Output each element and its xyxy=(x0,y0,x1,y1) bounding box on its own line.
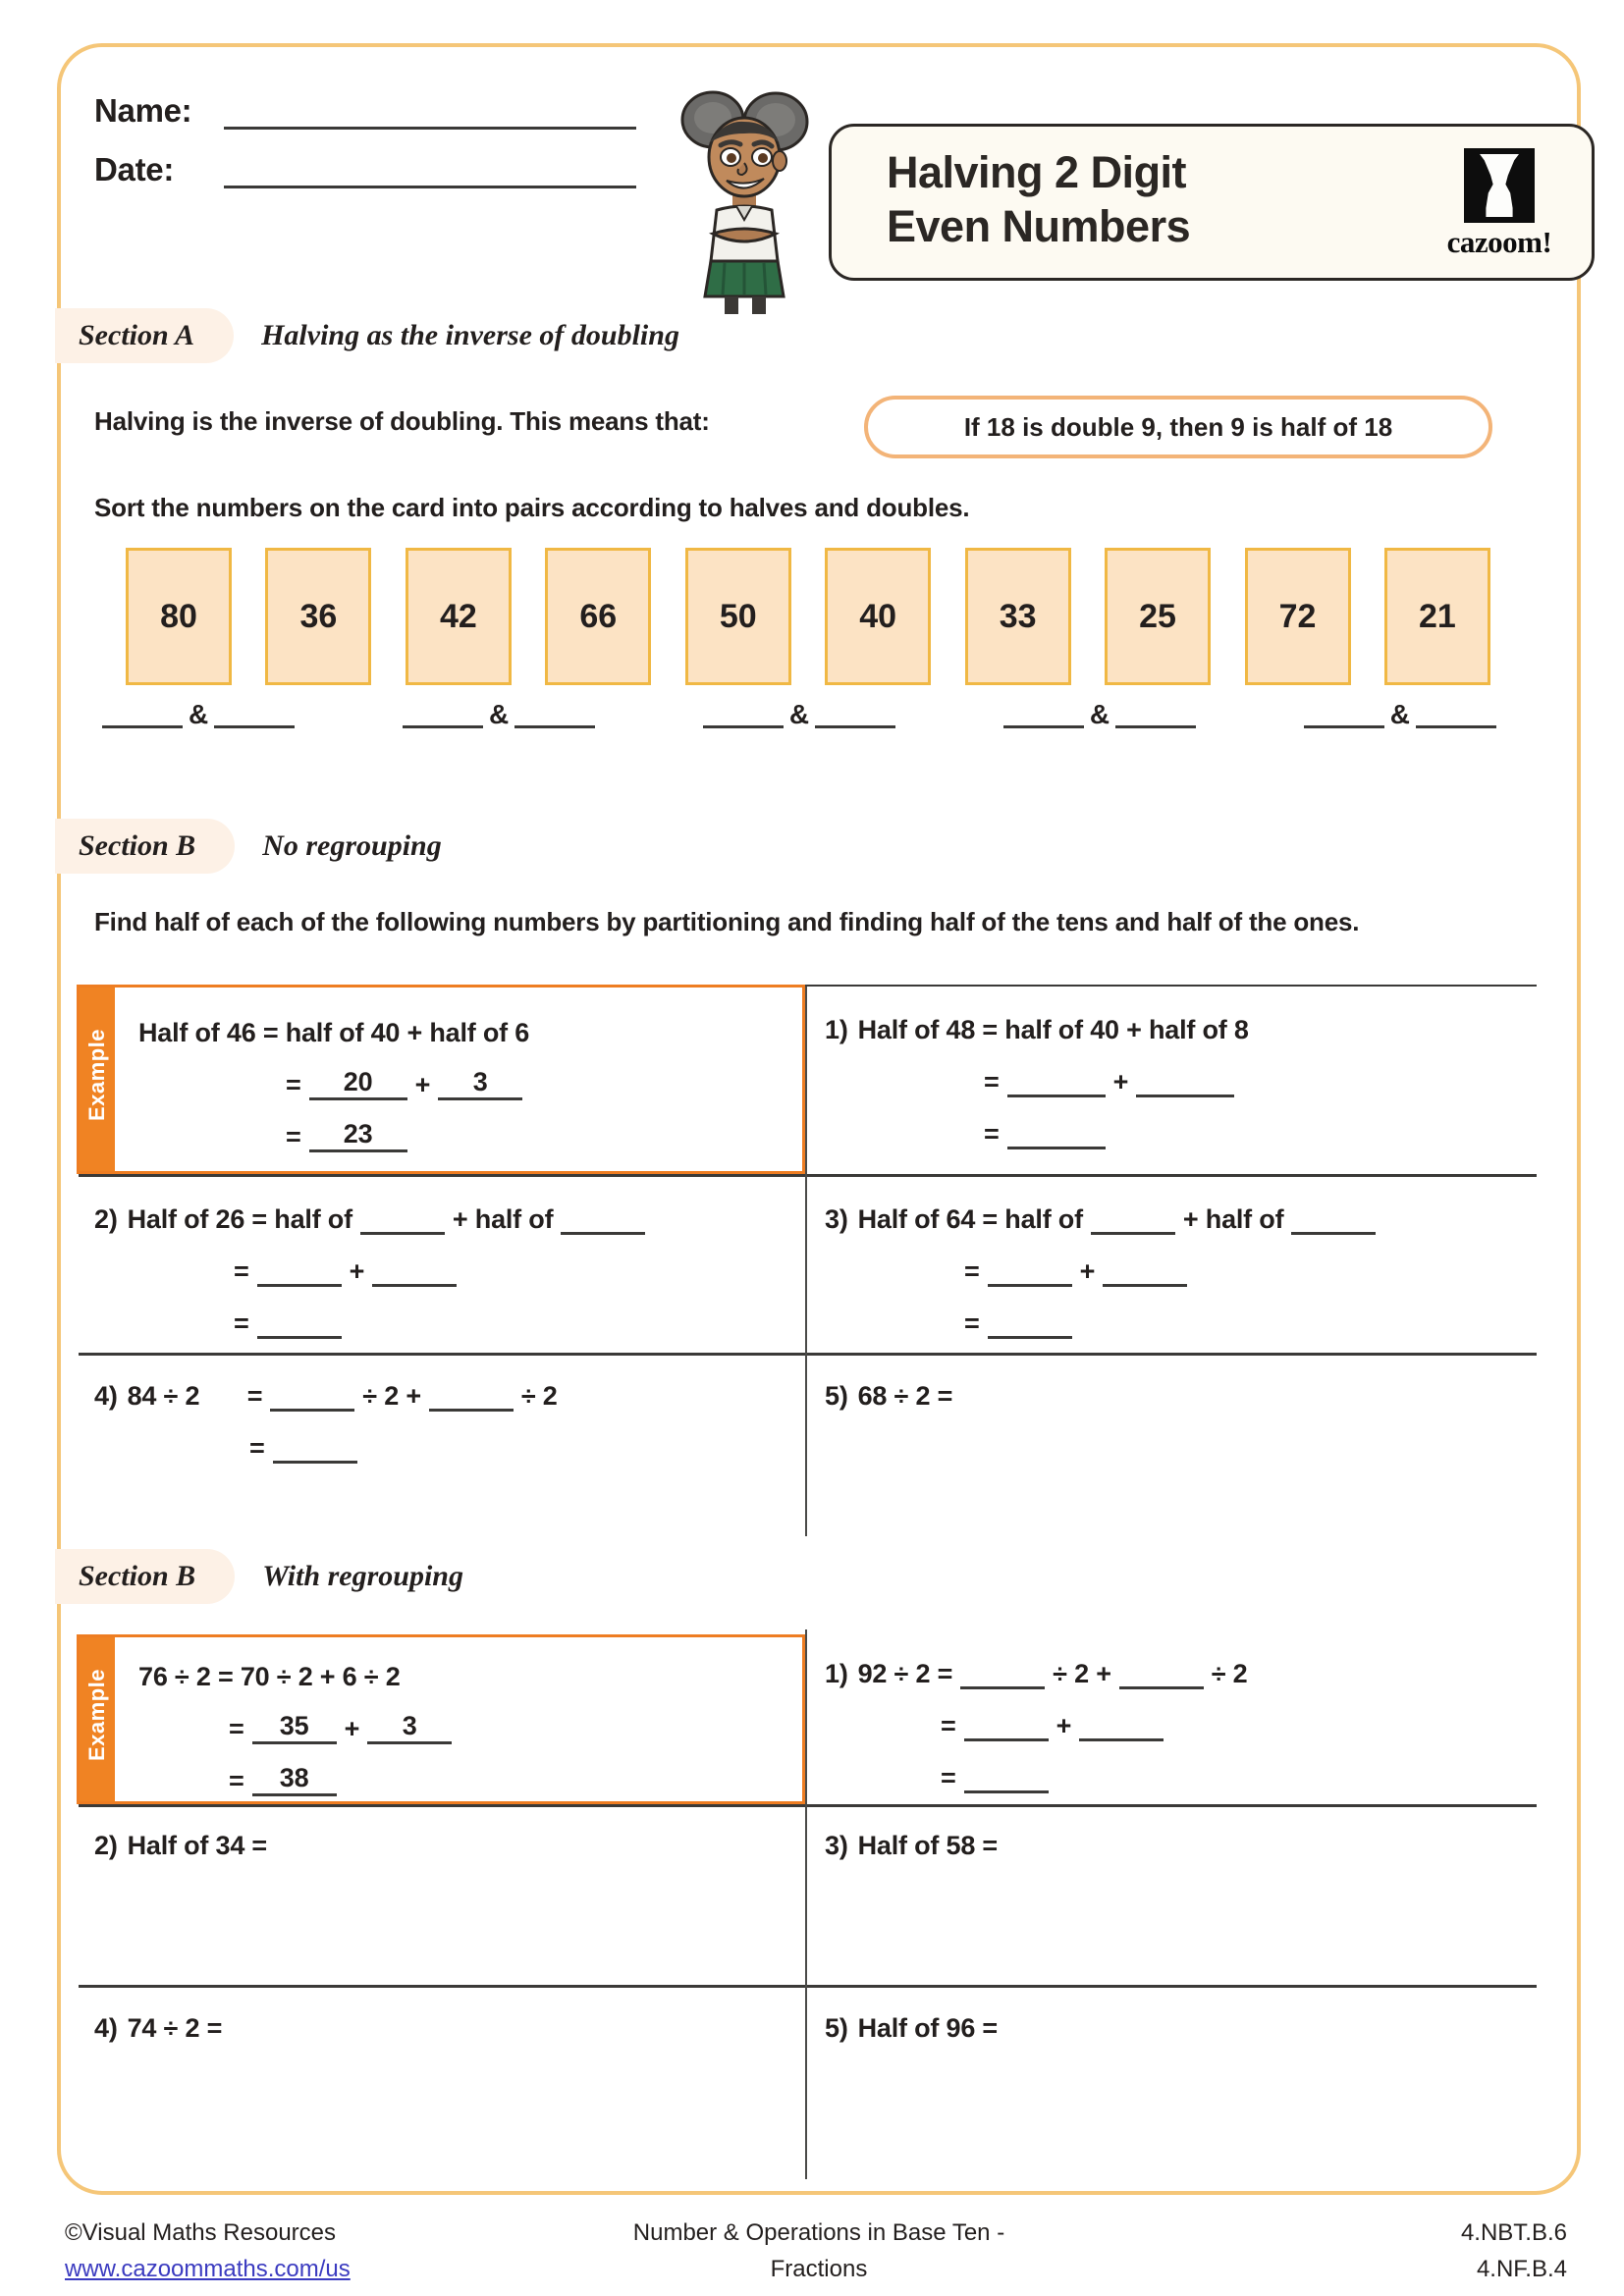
pair-separator: & xyxy=(488,699,510,730)
example-box-no-regrouping xyxy=(77,985,805,1174)
pair-answer-group xyxy=(1304,699,1496,728)
name-input-line[interactable] xyxy=(224,92,636,130)
question-b1-5 xyxy=(825,1372,952,1424)
plus-sign: + xyxy=(1112,1067,1129,1096)
number-card[interactable]: 40 xyxy=(825,548,931,685)
answer-blank[interactable] xyxy=(257,1306,342,1339)
answer-blank[interactable] xyxy=(1091,1201,1175,1235)
question-b1-2-line-1 xyxy=(94,1196,653,1235)
title-line-1: Halving 2 Digit xyxy=(887,147,1187,197)
student-mascot-illustration xyxy=(666,86,823,317)
question-b1-4-line-2 xyxy=(94,1424,558,1464)
answer-blank[interactable] xyxy=(1079,1708,1164,1741)
example-tab-label: Example xyxy=(84,1028,109,1121)
cazoom-logo xyxy=(1440,148,1558,260)
example-b1-line-3 xyxy=(138,1113,530,1152)
halving-doubling-callout: If 18 is double 9, then 9 is half of 18 xyxy=(864,396,1492,458)
answer-blank[interactable] xyxy=(1136,1064,1234,1097)
pair-blank-left[interactable] xyxy=(403,699,483,728)
grid-rule xyxy=(79,1985,1537,1988)
pair-blank-right[interactable] xyxy=(1416,699,1496,728)
question-b1-1-line-3 xyxy=(825,1110,1249,1149)
question-b1-4-line-1 xyxy=(94,1372,558,1412)
date-input-line[interactable] xyxy=(224,151,636,188)
example-tab xyxy=(80,988,115,1171)
worksheet-footer xyxy=(57,2211,1581,2295)
question-b2-4-line-1 xyxy=(94,2004,222,2044)
pair-answer-group xyxy=(703,699,895,728)
question-b1-3 xyxy=(825,1196,1383,1352)
equals-sign: = xyxy=(234,1308,249,1338)
question-b1-1-expression: Half of 48 = half of 40 + half of 8 xyxy=(857,1015,1249,1044)
question-b1-4-div-2: ÷ 2 xyxy=(520,1381,558,1411)
example-box-with-regrouping xyxy=(77,1634,805,1804)
section-b1-instruction: Find half of each of the following numbers by partitioning and finding half of the tens and half of the ones. xyxy=(94,907,1360,936)
pair-blank-left[interactable] xyxy=(1304,699,1384,728)
grid-divider xyxy=(805,1629,807,2179)
page-title xyxy=(887,146,1190,254)
pair-separator: & xyxy=(189,699,209,730)
pair-answer-group xyxy=(403,699,595,728)
question-b1-1-line-2 xyxy=(825,1058,1249,1097)
question-b1-4-prefix: 84 ÷ 2 xyxy=(127,1381,200,1411)
question-b1-2-line-2 xyxy=(94,1248,653,1287)
footer-codes xyxy=(1461,2215,1567,2287)
date-row xyxy=(94,151,644,188)
question-b1-1-line-1 xyxy=(825,1006,1249,1045)
equals-sign: = xyxy=(249,1433,265,1463)
name-label: Name: xyxy=(94,92,192,129)
section-a-pill xyxy=(55,308,234,363)
answer-blank[interactable] xyxy=(960,1656,1045,1689)
answer-blank[interactable] xyxy=(360,1201,445,1235)
example-b2-line-1 xyxy=(138,1653,460,1692)
answer-blank[interactable] xyxy=(988,1306,1072,1339)
answer-blank[interactable] xyxy=(561,1201,645,1235)
equals-sign: = xyxy=(984,1067,1000,1096)
cazoom-logo-text: cazoom! xyxy=(1446,225,1552,259)
number-card[interactable]: 72 xyxy=(1245,548,1351,685)
equals-sign: = xyxy=(234,1256,249,1286)
question-b1-3-line-2 xyxy=(825,1248,1383,1287)
answer-blank[interactable] xyxy=(273,1430,357,1464)
footer-copyright: ©Visual Maths Resources xyxy=(65,2219,337,2246)
example-b2-total-value: 38 xyxy=(252,1763,337,1796)
question-number: 3) xyxy=(825,1204,848,1234)
pair-answer-group xyxy=(1003,699,1196,728)
example-b1-line-1 xyxy=(138,1009,530,1048)
question-b2-3-expression: Half of 58 = xyxy=(857,1831,999,1860)
question-number: 5) xyxy=(825,2013,848,2043)
title-line-2: Even Numbers xyxy=(887,200,1191,251)
question-b2-3-line-1 xyxy=(825,1822,998,1861)
pair-blank-left[interactable] xyxy=(703,699,784,728)
question-number: 2) xyxy=(94,1831,118,1860)
answer-blank[interactable] xyxy=(988,1254,1072,1287)
equals-sign: = xyxy=(964,1308,980,1338)
grid-rule xyxy=(79,1174,1537,1177)
equals-sign: = xyxy=(229,1714,244,1743)
example-b1-ones-value: 3 xyxy=(438,1067,522,1100)
equals-sign: = xyxy=(941,1711,956,1740)
section-a-instruction: Sort the numbers on the card into pairs according to halves and doubles. xyxy=(94,493,970,522)
example-b1-tens-value: 20 xyxy=(309,1067,407,1100)
answer-blank[interactable] xyxy=(964,1760,1049,1793)
answer-blank[interactable] xyxy=(1007,1116,1106,1149)
worksheet-header xyxy=(57,43,1581,289)
number-card[interactable]: 36 xyxy=(265,548,371,685)
name-row xyxy=(94,92,644,130)
worksheet-title-card xyxy=(829,124,1595,281)
answer-blank[interactable] xyxy=(372,1254,457,1287)
question-b1-2 xyxy=(94,1196,653,1352)
question-b2-5-expression: Half of 96 = xyxy=(857,2013,999,2043)
question-b2-4-expression: 74 ÷ 2 = xyxy=(127,2013,223,2043)
question-number: 4) xyxy=(94,1381,118,1411)
question-b2-1-line-1 xyxy=(825,1650,1248,1689)
equals-sign: = xyxy=(941,1763,956,1792)
section-b-with-regrouping-header xyxy=(57,1549,463,1604)
question-b2-5-line-1 xyxy=(825,2004,998,2044)
number-card[interactable]: 66 xyxy=(545,548,651,685)
plus-sign: + xyxy=(1079,1256,1096,1286)
footer-code-line-2: 4.NF.B.4 xyxy=(1476,2256,1567,2283)
section-b1-pill xyxy=(55,819,235,874)
section-a-subtitle: Halving as the inverse of doubling xyxy=(261,319,679,351)
plus-sign: + xyxy=(414,1070,431,1099)
question-b1-4 xyxy=(94,1372,558,1476)
footer-code-line-1: 4.NBT.B.6 xyxy=(1460,2219,1567,2246)
pair-answer-group xyxy=(102,699,295,728)
grid-rule xyxy=(79,1353,1537,1356)
section-a-header xyxy=(57,308,679,363)
question-b2-5 xyxy=(825,2004,998,2056)
equals-sign: = xyxy=(229,1766,244,1795)
question-b1-2-line-3 xyxy=(94,1300,653,1339)
section-a-intro: Halving is the inverse of doubling. This means that: xyxy=(94,406,710,436)
example-tab xyxy=(80,1637,115,1801)
plus-sign: + xyxy=(349,1256,365,1286)
question-b1-3-mid: + half of xyxy=(1182,1204,1284,1234)
question-b2-2-expression: Half of 34 = xyxy=(127,1831,268,1860)
pair-separator: & xyxy=(1389,699,1410,730)
number-card[interactable]: 80 xyxy=(126,548,232,685)
question-number: 3) xyxy=(825,1831,848,1860)
question-b2-2-line-1 xyxy=(94,1822,267,1861)
pair-blank-right[interactable] xyxy=(815,699,895,728)
pair-separator: & xyxy=(788,699,810,730)
answer-blank[interactable] xyxy=(270,1378,354,1412)
section-b-no-regrouping-header xyxy=(57,819,442,874)
question-number: 1) xyxy=(825,1659,848,1688)
question-b2-4 xyxy=(94,2004,222,2056)
equals-sign: = xyxy=(984,1119,1000,1148)
plus-sign: + xyxy=(1056,1711,1072,1740)
example-b2-line-2 xyxy=(138,1705,460,1744)
equals-sign: = xyxy=(286,1122,301,1151)
question-b1-1 xyxy=(825,1006,1249,1162)
example-b2-ones-value: 3 xyxy=(367,1711,452,1744)
answer-blank[interactable] xyxy=(257,1254,342,1287)
number-card[interactable]: 25 xyxy=(1105,548,1211,685)
pair-blank-right[interactable] xyxy=(514,699,595,728)
example-b1-expression: Half of 46 = half of 40 + half of 6 xyxy=(138,1018,530,1047)
question-b2-1-div-1: ÷ 2 + xyxy=(1053,1659,1111,1688)
answer-blank[interactable] xyxy=(964,1708,1049,1741)
footer-standard xyxy=(57,2215,1581,2287)
cazoom-logo-icon xyxy=(1464,148,1535,223)
question-b2-2 xyxy=(94,1822,267,1874)
footer-website-link[interactable]: www.cazoommaths.com/us xyxy=(65,2256,351,2283)
example-b2-expression: 76 ÷ 2 = 70 ÷ 2 + 6 ÷ 2 xyxy=(138,1662,401,1691)
question-number: 4) xyxy=(94,2013,118,2043)
section-b2-label: Section B xyxy=(79,1560,196,1592)
equals-sign: = xyxy=(246,1381,263,1411)
pair-blank-right[interactable] xyxy=(1115,699,1196,728)
date-label: Date: xyxy=(94,151,175,187)
pair-blank-left[interactable] xyxy=(1003,699,1084,728)
number-card-row xyxy=(126,548,1490,685)
pair-answer-row xyxy=(102,699,1496,728)
question-b2-1-line-3 xyxy=(825,1754,1248,1793)
number-card[interactable]: 42 xyxy=(406,548,512,685)
number-card[interactable]: 21 xyxy=(1384,548,1490,685)
question-number: 1) xyxy=(825,1015,848,1044)
question-b1-5-line-1 xyxy=(825,1372,952,1412)
example-b1-line-2 xyxy=(138,1061,530,1100)
question-b1-5-expression: 68 ÷ 2 = xyxy=(857,1381,953,1411)
example-b2-content xyxy=(138,1653,460,1809)
section-b1-label: Section B xyxy=(79,829,196,862)
answer-blank[interactable] xyxy=(1291,1201,1376,1235)
answer-blank[interactable] xyxy=(1103,1254,1187,1287)
question-b1-2-prefix: Half of 26 = half of xyxy=(127,1204,352,1234)
pair-blank-right[interactable] xyxy=(214,699,295,728)
section-b2-subtitle: With regrouping xyxy=(262,1560,463,1592)
number-card[interactable]: 50 xyxy=(685,548,791,685)
example-b2-line-3 xyxy=(138,1757,460,1796)
example-b1-content xyxy=(138,1009,530,1165)
question-b1-2-mid: + half of xyxy=(452,1204,554,1234)
section-a-label: Section A xyxy=(79,319,195,351)
question-b2-1-prefix: 92 ÷ 2 = xyxy=(857,1659,953,1688)
grid-divider xyxy=(805,987,807,1536)
hourglass-cup-icon xyxy=(1480,154,1519,217)
pair-separator: & xyxy=(1089,699,1110,730)
question-b2-3 xyxy=(825,1822,998,1874)
footer-standard-line-1: Number & Operations in Base Ten - xyxy=(632,2219,1005,2246)
equals-sign: = xyxy=(286,1070,301,1099)
question-b2-1-line-2 xyxy=(825,1702,1248,1741)
equals-sign: = xyxy=(964,1256,980,1286)
question-b2-1-div-2: ÷ 2 xyxy=(1211,1659,1248,1688)
section-b2-pill xyxy=(55,1549,235,1604)
example-b1-total-value: 23 xyxy=(309,1119,407,1152)
example-tab-label: Example xyxy=(84,1668,109,1761)
question-b1-3-prefix: Half of 64 = half of xyxy=(857,1204,1083,1234)
question-b1-3-line-1 xyxy=(825,1196,1383,1235)
example-b2-tens-value: 35 xyxy=(252,1711,337,1744)
name-date-block xyxy=(94,92,644,210)
question-number: 2) xyxy=(94,1204,118,1234)
section-b1-subtitle: No regrouping xyxy=(262,829,442,862)
pair-blank-left[interactable] xyxy=(102,699,183,728)
answer-blank[interactable] xyxy=(1007,1064,1106,1097)
answer-blank[interactable] xyxy=(429,1378,514,1412)
question-b2-1 xyxy=(825,1650,1248,1806)
number-card[interactable]: 33 xyxy=(965,548,1071,685)
question-b1-4-div-1: ÷ 2 + xyxy=(362,1381,421,1411)
question-b1-3-line-3 xyxy=(825,1300,1383,1339)
plus-sign: + xyxy=(344,1714,360,1743)
question-number: 5) xyxy=(825,1381,848,1411)
footer-standard-line-2: Fractions xyxy=(770,2256,868,2283)
answer-blank[interactable] xyxy=(1119,1656,1204,1689)
